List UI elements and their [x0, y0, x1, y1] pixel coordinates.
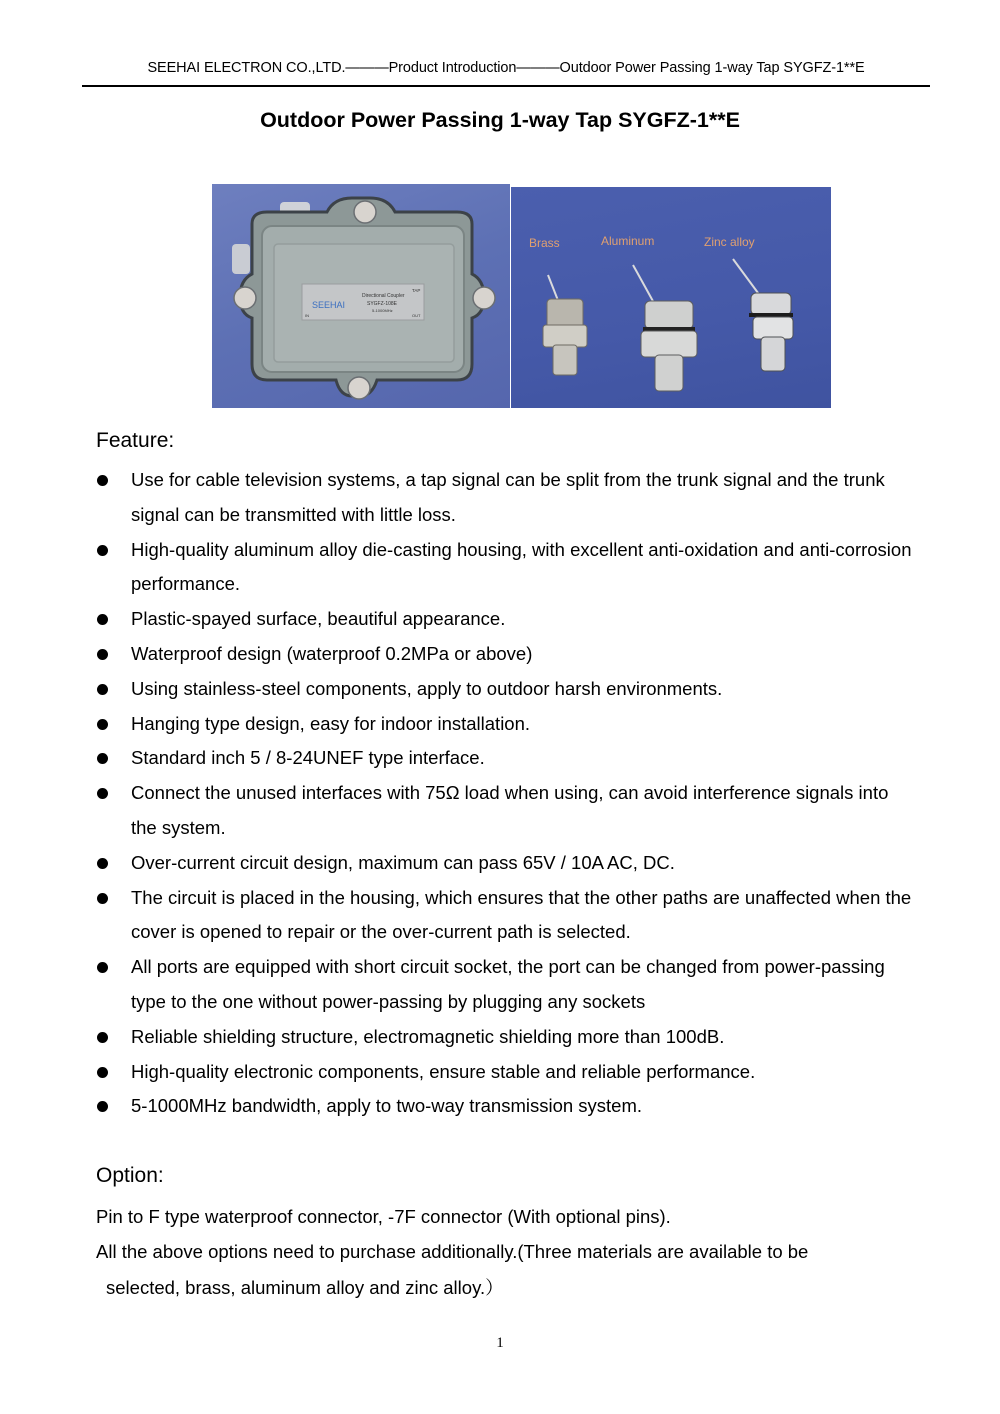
- bolt-bottom: [348, 377, 370, 399]
- tap-housing-illustration: [212, 184, 510, 408]
- feature-text: The circuit is placed in the housing, which ensures that the other paths are unaffected when the cover is opened to repair or the over-current path is selected.: [131, 886, 912, 943]
- bullet-icon: [97, 893, 108, 904]
- feature-item: [96, 1020, 916, 1055]
- feature-text: Using stainless-steel components, apply to outdoor harsh environments.: [131, 677, 723, 699]
- feature-item: [96, 881, 916, 951]
- bullet-icon: [97, 962, 108, 973]
- page-number: 1: [496, 1335, 504, 1351]
- bullet-icon: [97, 858, 108, 869]
- pin-brass: [543, 275, 587, 375]
- product-photo-pins: [511, 187, 831, 408]
- feature-text: Standard inch 5 / 8-24UNEF type interface.: [131, 747, 485, 769]
- feature-text: All ports are equipped with short circuit socket, the port can be changed from power-passing type to the one without power-passing by plugging any sockets: [131, 956, 885, 1012]
- nameplate-brand: SEEHAI: [312, 300, 346, 310]
- nameplate-model: SYGFZ-108E: [367, 301, 398, 307]
- nameplate-tap: TAP: [412, 288, 421, 293]
- feature-text: Waterproof design (waterproof 0.2MPa or above): [131, 642, 533, 664]
- pins-illustration: [511, 187, 831, 408]
- feature-item: [96, 741, 916, 776]
- feature-item: [96, 533, 916, 603]
- side-fitting: [232, 244, 250, 274]
- feature-item: [96, 1055, 916, 1090]
- bullet-icon: [97, 788, 108, 799]
- feature-item: [96, 707, 916, 742]
- feature-text: High-quality electronic components, ensure stable and reliable performance.: [131, 1060, 756, 1082]
- feature-item: [96, 637, 916, 672]
- feature-text: Connect the unused interfaces with 75Ω load when using, can avoid interference signals into the system.: [131, 782, 889, 838]
- option-heading: Option:: [96, 1164, 164, 1187]
- feature-item: [96, 950, 916, 1020]
- feature-item: [96, 463, 916, 533]
- bullet-icon: [97, 545, 108, 556]
- feature-text: Over-current circuit design, maximum can pass 65V / 10A AC, DC.: [131, 851, 675, 873]
- bullet-icon: [97, 1101, 108, 1112]
- bullet-icon: [97, 1032, 108, 1043]
- nameplate-product: Directional Coupler: [362, 293, 405, 299]
- page-title: Outdoor Power Passing 1-way Tap SYGFZ-1**E: [260, 108, 740, 132]
- header-rule: [82, 85, 930, 87]
- bullet-icon: [97, 614, 108, 625]
- bullet-icon: [97, 1067, 108, 1078]
- pin-aluminum: [633, 265, 697, 391]
- bullet-icon: [97, 649, 108, 660]
- feature-item: [96, 602, 916, 637]
- running-header: SEEHAI ELECTRON CO.,LTD.———Product Introduction———Outdoor Power Passing 1-way Tap SYGFZ-1**E: [147, 60, 865, 76]
- feature-list: [96, 463, 916, 1124]
- pin-label-brass: Brass: [529, 236, 560, 250]
- bullet-icon: [97, 719, 108, 730]
- nameplate-out: OUT: [412, 313, 421, 318]
- feature-heading: Feature:: [96, 429, 175, 452]
- feature-item: [96, 1089, 916, 1124]
- pin-zinc-alloy: [733, 259, 793, 371]
- pin-label-zinc-alloy: Zinc alloy: [704, 235, 755, 249]
- bullet-icon: [97, 753, 108, 764]
- nameplate-band: 5-1000MHz: [372, 308, 393, 313]
- feature-text: Plastic-spayed surface, beautiful appearance.: [131, 608, 506, 630]
- feature-item: [96, 672, 916, 707]
- option-line-2: All the above options need to purchase additionally.(Three materials are available to be: [96, 1241, 809, 1262]
- bolt-right: [473, 287, 495, 309]
- nameplate-in: IN: [305, 313, 309, 318]
- bolt-left: [234, 287, 256, 309]
- feature-item: [96, 846, 916, 881]
- feature-text: 5-1000MHz bandwidth, apply to two-way transmission system.: [131, 1095, 643, 1117]
- feature-text: Reliable shielding structure, electromagnetic shielding more than 100dB.: [131, 1025, 725, 1047]
- bullet-icon: [97, 684, 108, 695]
- feature-text: Hanging type design, easy for indoor installation.: [131, 712, 531, 734]
- bullet-icon: [97, 475, 108, 486]
- product-photo-housing: [212, 184, 510, 408]
- feature-item: [96, 776, 916, 846]
- feature-text: High-quality aluminum alloy die-casting housing, with excellent anti-oxidation and anti-corrosion performance.: [131, 538, 912, 595]
- bolt-top: [354, 201, 376, 223]
- option-line-1: Pin to F type waterproof connector, -7F connector (With optional pins).: [96, 1206, 671, 1227]
- feature-text: Use for cable television systems, a tap signal can be split from the trunk signal and the trunk signal can be transmitted with little loss.: [131, 469, 885, 525]
- pin-label-aluminum: Aluminum: [601, 234, 655, 248]
- option-line-3: selected, brass, aluminum alloy and zinc alloy.）: [106, 1277, 504, 1298]
